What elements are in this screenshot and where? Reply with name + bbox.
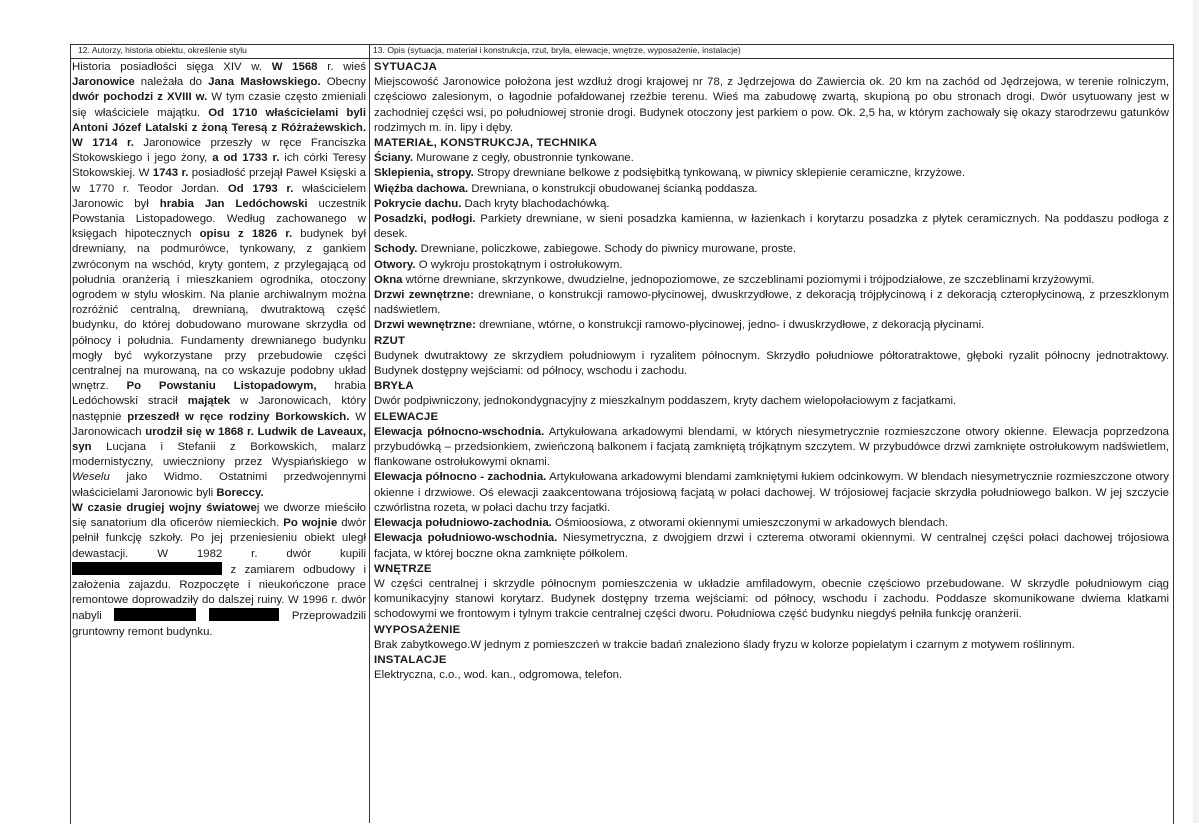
drzwi-zewnetrzne-entry xyxy=(374,288,1169,318)
history-text: dwór pełnił funkcję szkoły. Po jej przeniesieniu obiekt uległ dewastacji. W 1982 r. dwór kupili xyxy=(72,517,366,560)
history-text: hrabia Ledóchowski stracił xyxy=(72,380,366,408)
okna-entry xyxy=(374,273,1169,288)
history-bold: opisu z 1826 r. xyxy=(199,228,293,241)
history-bold: hrabia Jan Ledóchowski xyxy=(159,197,308,210)
heading-bryla: BRYŁA xyxy=(374,380,414,393)
header-rule xyxy=(70,58,1173,59)
entry-label: Elewacja północno-wschodnia. xyxy=(374,425,545,438)
history-bold: Po wojnie xyxy=(283,517,338,530)
wnetrze-text: W części centralnej i skrzydle północnym pomieszczenia w układzie amfiladowym, obecnie częściowo przebudowane. W skrzydle południowym ciąg komunikacyjny stanowi korytarz. Budynek dostępny trzema wejściami: od północy, wschodu i zachodu. Poddasze skomunikowane dwiema klatkami schodowymi we frontowym i tylnym trakcie centralnej części dworu. Południowa część budynku niegdyś pełniła funkcję oranżerii. xyxy=(374,577,1169,621)
heading-material: MATERIAŁ, KONSTRUKCJA, TECHNIKA xyxy=(374,137,598,150)
entry-label: Posadzki, podłogi. xyxy=(374,213,476,226)
drzwi-wewnetrzne-entry xyxy=(374,318,1169,333)
entry-text: Niesymetryczna, z dwojgiem drzwi i czterema otworami okiennymi. W centralnej części połaci dachowej trójosiowa facjata, w której boczne okna zamknięte półkolem. xyxy=(374,532,1169,560)
description-column xyxy=(374,60,1169,683)
elewacja-pn-wsch-entry xyxy=(374,425,1169,471)
heading-sytuacja: SYTUACJA xyxy=(374,61,437,73)
entry-label: Elewacja południowo-wschodnia. xyxy=(374,532,558,545)
history-bold: W 1568 xyxy=(271,61,318,73)
history-text: Lucjana i Stefanii z Borkowskich, malarz modernistyczny, uwieczniony przez Wyspiańskiego w xyxy=(72,441,366,469)
entry-label: Drzwi wewnętrzne: xyxy=(374,319,476,332)
pokrycie-entry xyxy=(374,197,1169,212)
heading-rzut: RZUT xyxy=(374,334,406,347)
entry-text: Parkiety drewniane, w sieni posadzka kamienna, w łazienkach i korytarzu posadzka z płytek ceramicznych. Na poddaszu podłoga z desek. xyxy=(374,213,1169,241)
history-italic: Weselu xyxy=(72,471,110,484)
entry-label: Pokrycie dachu. xyxy=(374,197,462,210)
entry-text: drewniane, wtórne, o konstrukcji ramowo-płycinowej, jedno- i dwuskrzydłowe, z dekoracją płycinami. xyxy=(475,319,985,332)
history-text: j we dworze mieściło się sanatorium dla oficerów niemieckich. xyxy=(72,501,366,530)
entry-text: Drewniana, o konstrukcji obudowanej ścianką poddasza. xyxy=(468,182,758,195)
entry-label: Schody. xyxy=(374,243,418,256)
history-bold: Boreccy. xyxy=(216,486,264,499)
history-text: z zamiarem odbudowy i założenia zajazdu. Rozpoczęte i nieukończone prace remontowe doprowadziły do dalszej ruiny. W 1996 r. dwór nabyli xyxy=(72,563,366,623)
history-bold: a od 1733 r. xyxy=(212,152,280,165)
history-bold: urodził się w 1868 r. Ludwik de Laveaux, xyxy=(145,425,366,438)
entry-text: Dach kryty blachodachówką. xyxy=(461,197,610,210)
rzut-text: Budynek dwutraktowy ze skrzydłem południowym i ryzalitem północnym. Skrzydło południowe półtoratraktowe, głęboki ryzalit północny jednotraktowy. Budynek dostępny wejściami: od północy, wschodu i zachodu. xyxy=(374,349,1169,378)
history-text: Obecny xyxy=(320,76,366,89)
heading-instalacje: INSTALACJE xyxy=(374,653,447,666)
history-bold: 1743 r. xyxy=(152,167,189,180)
entry-text: wtórne drewniane, skrzynkowe, dwudzielne, jednopoziomowe, ze szczeblinami poziomymi i trójpodziałowe, ze szczeblinami krzyżowymi. xyxy=(402,273,1095,286)
bryla-text: Dwór podpiwniczony, jednokondygnacyjny z mieszkalnym poddaszem, kryty dachem wielopołaciowym z facjatkami. xyxy=(374,395,957,408)
entry-text: Ośmioosiowa, z otworami okiennymi umieszczonymi w arkadowych blendach. xyxy=(551,517,949,530)
history-text: Jaronowice przeszły w ręce Franciszka Stokowskiego i jego żony, xyxy=(72,137,367,165)
history-text: w Jaronowicach, który następnie xyxy=(72,395,366,423)
history-bold: majątek xyxy=(187,395,231,408)
entry-text: O wykroju prostokątnym i ostrołukowym. xyxy=(415,258,623,271)
history-text: należała do xyxy=(134,76,209,89)
heading-wnetrze: WNĘTRZE xyxy=(374,562,432,575)
history-text: W Jaronowicach xyxy=(72,410,366,438)
entry-label: Drzwi zewnętrzne: xyxy=(374,289,474,302)
schody-entry xyxy=(374,242,1169,257)
entry-label: Okna xyxy=(374,273,403,286)
history-column xyxy=(72,60,366,640)
history-text: ich córki Teresy Stokowskiej. W xyxy=(72,152,366,180)
history-text: uczestnik Powstania Listopadowego. Według zachowanego w księgach hipotecznych xyxy=(72,197,367,241)
history-bold: dwór pochodzi z XVIII w. xyxy=(72,91,208,104)
redaction-block xyxy=(72,562,222,575)
entry-text: Artykułowana arkadowymi blendami zamkniętymi łukiem odcinkowym. W blendach niesymetrycznie rozmieszczone otwory okienne i drzwiowe. Oś elewacji zaakcentowana trójosiową facjatą w połaci dachowej. W trójosiowej facjacie skrzydła południowego balkon. W jej szczycie czwórlistna rozeta, w połaci dachu trzy facjatki. xyxy=(374,471,1169,514)
history-bold: Jaronowice xyxy=(72,76,135,89)
instalacje-text: Elektryczna, c.o., wod. kan., odgromowa, telefon. xyxy=(374,669,623,682)
sytuacja-text: Miejscowość Jaronowice położona jest wzdłuż drogi krajowej nr 78, z Jędrzejowa do Zawiercia ok. 20 km na zachód od Jędrzejowa, w terenie rolniczym, częściowo zalesionym, o łagodnie pofałdowanej rzeźbie terenu. Wieś ma zabudowę zwartą, skupioną po obu stronach drogi. Dwór usytuowany jest w zachodniej części wsi, po południowej stronie drogi. Budynek otoczony jest parkiem o pow. Ok. 2,5 ha, w którym zachowały się okazy starodrzewu gatunków rodzimych m. in. lipy i dęby. xyxy=(374,76,1169,134)
history-paragraph-1 xyxy=(72,60,366,501)
history-text: jako Widmo. Ostatnimi przedwojennymi właścicielami Jaronowic byli xyxy=(72,471,366,499)
wyposazenie-text: Brak zabytkowego.W jednym z pomieszczeń w trakcie badań znaleziono ślady fryzu w kolorze popielatym i czarnym z motywem roślinnym. xyxy=(374,638,1075,651)
entry-label: Elewacja południowo-zachodnia. xyxy=(374,517,552,530)
history-bold: W czasie drugiej wojny światowe xyxy=(72,501,257,514)
history-text: Historia posiadłości sięga XIV w. xyxy=(72,61,272,73)
entry-text: Stropy drewniane belkowe z podsiębitką tynkowaną, w piwnicy sklepienie ceramiczne, krzyżowe. xyxy=(473,167,966,180)
entry-label: Elewacja północno - zachodnia. xyxy=(374,471,547,484)
history-bold: syn xyxy=(72,441,92,454)
history-text: r. wieś xyxy=(317,61,366,73)
sciany-entry xyxy=(374,151,1169,166)
history-text: budynek był drewniany, na podmurówce, tynkowany, z gankiem zwróconym na wschód, kryty gontem, z przylegającą od południa oranżerią i mieszkaniem ogrodnika, otoczony ogrodem w stylu włoskim. Na planie archiwalnym można rozróżnić centralną, drewnianą, dwutraktową część budynku, do której dobudowano murowane skrzydła od północy i południa. Fundamenty drewnianego budynku mogły być wykorzystane przy przebudowie części centralnej na murowaną, na co wskazuje podobny układ wnętrz. xyxy=(72,228,366,393)
elewacja-pd-zach-entry xyxy=(374,516,1169,531)
history-bold: Jana Masłowskiego. xyxy=(208,76,321,89)
history-text: posiadłość przejął Paweł Księski a w 1770 r. Teodor Jordan. xyxy=(72,167,367,195)
history-bold: Po Powstaniu Listopadowym, xyxy=(126,380,317,393)
scan-edge xyxy=(1193,0,1199,823)
elewacja-pn-zach-entry xyxy=(374,470,1169,516)
entry-label: Otwory. xyxy=(374,258,416,271)
entry-label: Sklepienia, stropy. xyxy=(374,167,474,180)
entry-text: Drewniane, policzkowe, zabiegowe. Schody do piwnicy murowane, proste. xyxy=(417,243,797,256)
history-bold: przeszedł w ręce rodziny Borkowskich. xyxy=(127,410,350,423)
history-bold: Od 1710 właścicielami byli Antoni Józef Latalski z żoną Teresą z Różrażewskich. W 1714 r. xyxy=(72,106,366,150)
sklepienia-entry xyxy=(374,166,1169,181)
entry-text: Artykułowana arkadowymi blendami, w których niesymetrycznie rozmieszczone otwory okienne. Elewacja poprzedzona przybudówką – przedsionkiem, zwieńczoną balkonem i facjatą zamkniętą trójkątnym szczytem. W przybudówce drzwi zamknięte ostrołukowym nadświetlem, flankowane ostrołukowymi oknami. xyxy=(374,425,1170,469)
entry-label: Więźba dachowa. xyxy=(374,182,469,195)
elewacja-pd-wsch-entry xyxy=(374,531,1169,561)
otwory-entry xyxy=(374,258,1169,273)
history-text: właścicielem Jaronowic był xyxy=(72,182,366,210)
heading-wyposazenie: WYPOSAŻENIE xyxy=(374,623,461,636)
history-text: Przeprowadzili gruntowny remont budynku. xyxy=(72,610,366,638)
heading-elewacje: ELEWACJE xyxy=(374,410,439,423)
posadzki-entry xyxy=(374,212,1169,242)
history-paragraph-2 xyxy=(72,501,366,640)
section-13-header: 13. Opis (sytuacja, materiał i konstrukcja, rzut, bryła, elewacje, wnętrze, wyposażenie, instalacje) xyxy=(373,45,741,55)
redaction-block xyxy=(209,608,279,621)
redaction-block xyxy=(114,608,196,621)
entry-label: Ściany. xyxy=(374,152,414,165)
section-12-header: 12. Autorzy, historia obiektu, określenie stylu xyxy=(78,45,247,55)
column-divider xyxy=(369,44,370,823)
entry-text: Murowane z cegły, obustronnie tynkowane. xyxy=(413,152,634,165)
wiezba-entry xyxy=(374,182,1169,197)
entry-text: drewniane, o konstrukcji ramowo-płycinowej, dwuskrzydłowe, z dekoracją trójpłycinową i z dekoracją czteropłycinową, z przeszklonym nadświetlem. xyxy=(374,289,1170,317)
history-text: W tym czasie często zmieniali się właściciele majątku. xyxy=(72,91,366,119)
history-bold: Od 1793 r. xyxy=(227,182,294,195)
